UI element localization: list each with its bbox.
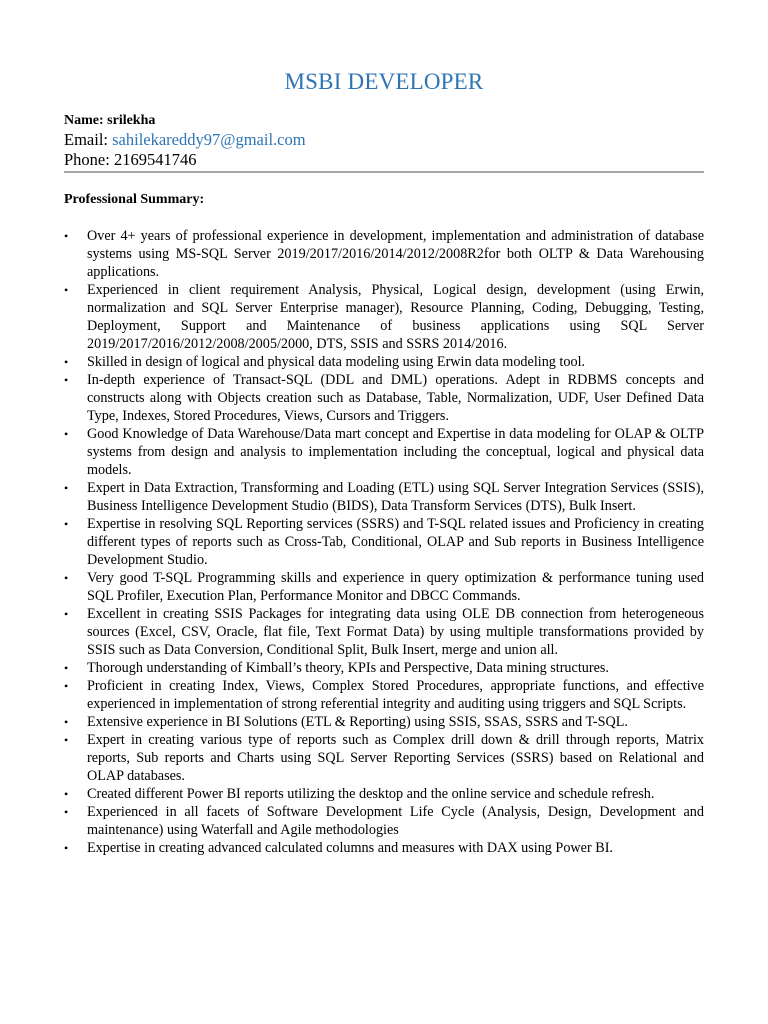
summary-item-text: Very good T-SQL Programming skills and experience in query optimization & performance tuning used SQL Profiler, Execution Plan, Performance Monitor and DBCC Commands. bbox=[87, 570, 704, 604]
summary-item bbox=[64, 803, 704, 839]
bullet-icon: • bbox=[64, 661, 69, 675]
summary-item bbox=[64, 659, 704, 677]
summary-item bbox=[64, 839, 704, 857]
email-line bbox=[64, 130, 704, 150]
summary-item-text: In-depth experience of Transact-SQL (DDL and DML) operations. Adept in RDBMS concepts and constructs along with Objects creation such as Database, Table, Normalization, UDF, User Defined Data Type, Indexes, Stored Procedures, Views, Cursors and Triggers. bbox=[87, 372, 704, 424]
bullet-icon: • bbox=[64, 373, 69, 387]
phone-label: Phone: bbox=[64, 150, 110, 169]
bullet-icon: • bbox=[64, 283, 69, 297]
email-link[interactable]: sahilekareddy97@gmail.com bbox=[112, 130, 306, 149]
summary-item bbox=[64, 371, 704, 425]
summary-item-text: Expert in Data Extraction, Transforming and Loading (ETL) using SQL Server Integration Services (SSIS), Business Intelligence Development Studio (BIDS), Data Transform Services (DTS), Bulk Insert. bbox=[87, 480, 704, 514]
summary-item-text: Good Knowledge of Data Warehouse/Data mart concept and Expertise in data modeling for OLAP & OLTP systems from design and analysis to implementation including the conceptual, logical and physical data models. bbox=[87, 426, 704, 478]
bullet-icon: • bbox=[64, 787, 69, 801]
summary-item bbox=[64, 425, 704, 479]
summary-item-text: Experienced in all facets of Software Development Life Cycle (Analysis, Design, Development and maintenance) using Waterfall and Agile methodologies bbox=[87, 804, 704, 838]
summary-item-text: Proficient in creating Index, Views, Complex Stored Procedures, appropriate functions, and effective experienced in implementation of strong referential integrity and auditing using triggers and SQL Scripts. bbox=[87, 678, 704, 712]
bullet-icon: • bbox=[64, 571, 69, 585]
summary-item-text: Skilled in design of logical and physical data modeling using Erwin data modeling tool. bbox=[87, 354, 586, 370]
contact-block bbox=[64, 112, 704, 173]
summary-item-text: Extensive experience in BI Solutions (ETL & Reporting) using SSIS, SSAS, SSRS and T-SQL. bbox=[87, 714, 628, 730]
bullet-icon: • bbox=[64, 805, 69, 819]
bullet-icon: • bbox=[64, 427, 69, 441]
summary-item bbox=[64, 731, 704, 785]
summary-item-text: Expertise in resolving SQL Reporting services (SSRS) and T-SQL related issues and Proficiency in creating different types of reports such as Cross-Tab, Conditional, OLAP and Sub reports in Business Intelligence Development Studio. bbox=[87, 516, 704, 568]
summary-item bbox=[64, 479, 704, 515]
bullet-icon: • bbox=[64, 607, 69, 621]
name-label: Name: bbox=[64, 113, 104, 128]
summary-item bbox=[64, 281, 704, 353]
bullet-icon: • bbox=[64, 355, 69, 369]
summary-item-text: Thorough understanding of Kimball’s theory, KPIs and Perspective, Data mining structures. bbox=[87, 660, 609, 676]
professional-summary-list bbox=[64, 227, 704, 857]
summary-item-text: Over 4+ years of professional experience in development, implementation and administration of database systems using MS-SQL Server 2019/2017/2016/2014/2012/2008R2for both OLTP & Data Warehousing applications. bbox=[87, 228, 704, 280]
phone-value: 2169541746 bbox=[113, 150, 197, 169]
bullet-icon: • bbox=[64, 733, 69, 747]
bullet-icon: • bbox=[64, 841, 69, 855]
name-value: srilekha bbox=[107, 113, 156, 128]
summary-item-text: Created different Power BI reports utilizing the desktop and the online service and schedule refresh. bbox=[87, 786, 655, 802]
name-line bbox=[64, 112, 704, 130]
bullet-icon: • bbox=[64, 517, 69, 531]
email-label: Email: bbox=[64, 130, 108, 149]
summary-item bbox=[64, 353, 704, 371]
summary-item bbox=[64, 677, 704, 713]
summary-item bbox=[64, 569, 704, 605]
bullet-icon: • bbox=[64, 481, 69, 495]
phone-line bbox=[64, 150, 704, 170]
summary-item bbox=[64, 605, 704, 659]
summary-item bbox=[64, 515, 704, 569]
summary-item-text: Expertise in creating advanced calculated columns and measures with DAX using Power BI. bbox=[87, 840, 613, 856]
bullet-icon: • bbox=[64, 715, 69, 729]
bullet-icon: • bbox=[64, 229, 69, 243]
bullet-icon: • bbox=[64, 679, 69, 693]
summary-item-text: Excellent in creating SSIS Packages for integrating data using OLE DB connection from heterogeneous sources (Excel, CSV, Oracle, flat file, Text Format Data) by using multiple transformations provided by SSIS such as Data Conversion, Conditional Split, Bulk Insert, merge and union all. bbox=[87, 606, 704, 658]
summary-item-text: Experienced in client requirement Analysis, Physical, Logical design, development (using Erwin, normalization and SQL Server Enterprise manager), Resource Planning, Coding, Debugging, Testing, Deployment, Support and Maintenance of business applications using SQL Server 2019/2017/2016/2012/2008/2005/2000, DTS, SSIS and SSRS 2014/2016. bbox=[87, 282, 704, 352]
professional-summary-heading: Professional Summary: bbox=[64, 192, 205, 207]
summary-item-text: Expert in creating various type of reports such as Complex drill down & drill through reports, Matrix reports, Sub reports and Charts using SQL Server Reporting Services (SSRS) based on Relational and OLAP databases. bbox=[87, 732, 704, 784]
header-divider bbox=[64, 171, 704, 173]
summary-item bbox=[64, 785, 704, 803]
summary-item bbox=[64, 227, 704, 281]
summary-item bbox=[64, 713, 704, 731]
document-title: MSBI DEVELOPER bbox=[284, 69, 484, 94]
